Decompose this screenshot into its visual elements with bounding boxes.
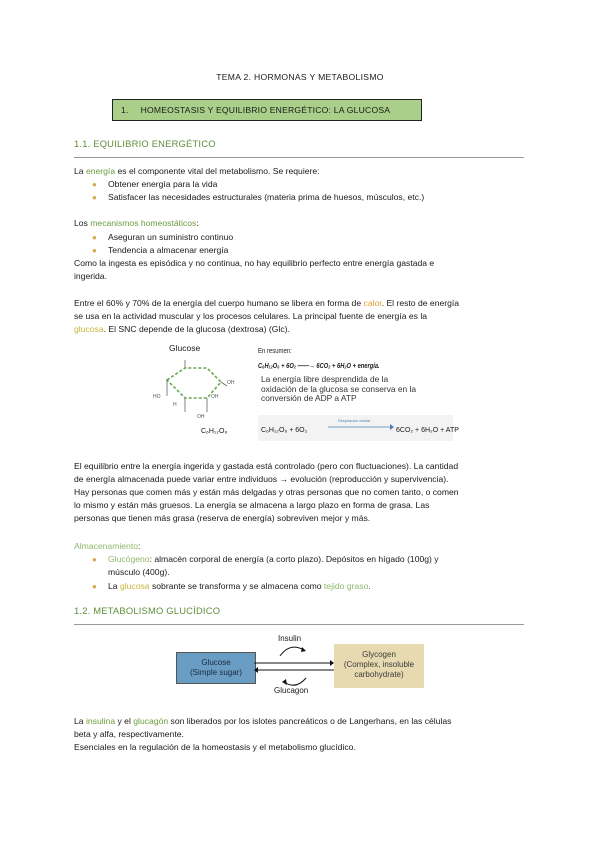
energia-paragraph: La energía es el componente vital del metabolismo. Se requiere: [74,166,320,176]
glucogeno-item: Glucógeno: almacén corporal de energía (a corto plazo). Depósitos en hígado (100g) y músculo (400g). [108,554,439,577]
h-label: H [173,402,177,408]
equilibrio-line-2: de energía almacenada puede variar entre individuos → evolución (reproducción y supervivencia). [74,474,449,484]
subsection-heading-1-2: 1.2. METABOLISMO GLUCÍDICO [74,605,221,616]
heading-rule [74,624,524,625]
glucosa-sobrante-item: La glucosa sobrante se transforma y se almacena como tejido graso. [108,581,371,591]
list-item: Aseguran un suministro continuo [108,232,234,242]
respiracion-left: C₆H₁₂O₆ + 6O₂ [261,427,308,434]
bullet-icon: ● [92,555,97,564]
heading-rule [74,157,524,158]
resumen-heading: En resumen: [258,348,292,355]
bullet-icon: ● [92,180,97,189]
insulin-label: Insulin [278,634,302,643]
calor-line-2: se usa en la actividad muscular y los procesos celulares. La principal fuente de energía es la [74,311,428,321]
glucose-formula: C₆H₁₂O₆ [201,428,228,435]
section-label: HOMEOSTASIS Y EQUILIBRIO ENERGÉTICO: LA GLUCOSA [140,105,391,115]
calor-line-3: glucosa. El SNC depende de la glucosa (dextrosa) (Glc). [74,324,290,334]
arrow-right-icon [328,423,394,431]
ingesta-line-2: ingerida. [74,271,107,281]
glucose-box: Glucose (Simple sugar) [176,652,256,684]
document-title: TEMA 2. HORMONAS Y METABOLISMO [216,72,384,82]
resumen-figure [258,345,458,445]
respiracion-equation-box [258,415,459,441]
bullet-icon: ● [92,233,97,242]
glucose-label: Glucose [169,343,201,353]
ho-label: HO [153,394,161,400]
list-item: Satisfacer las necesidades estructurales (materia prima de huesos, músculos, etc.) [108,192,425,202]
respiracion-label: Respiración celular [338,419,371,423]
section-heading-box [112,99,422,121]
subsection-heading-1-1: 1.1. EQUILIBRIO ENERGÉTICO [74,138,216,149]
hormonas-line-3: Esenciales en la regulación de la homeostasis y el metabolismo glucídico. [74,742,356,752]
hormonas-line-1: La insulina y el glucagón son liberados por los islotes pancreáticos o de Langerhans, en las células [74,716,452,726]
list-item: Obtener energía para la vida [108,179,218,189]
mecanismos-paragraph: Los mecanismos homeostáticos: [74,218,199,228]
oh-label: OH [197,414,205,420]
almacenamiento-heading: Almacenamiento: [74,541,141,551]
equilibrio-line-4: lo mismo y están más gruesos. La energía se almacena a largo plazo en forma de grasa. Las [74,500,430,510]
glycogen-box: Glycogen (Complex, insoluble carbohydrate) [334,644,424,688]
glucagon-label: Glucagon [274,686,309,695]
ingesta-line-1: Como la ingesta es episódica y no continua, no hay equilibrio perfecto entre energía gastada e [74,258,435,268]
bullet-icon: ● [92,193,97,202]
term-glucosa: glucosa [74,324,104,334]
respiracion-right: 6CO₂ + 6H₂O + ATP [396,427,459,434]
equilibrio-line-1: El equilibrio entre la energía ingerida y gastada está controlado (pero con fluctuaciones). La cantidad [74,461,459,471]
glucose-glycogen-figure [172,630,432,702]
term-energia: energía [85,166,116,176]
bullet-icon: ● [92,246,97,255]
term-calor: calor [363,298,382,308]
term-mecanismos: mecanismos homeostáticos [90,218,197,228]
oh-label: OH [227,380,235,386]
bullet-icon: ● [92,582,97,591]
glucose-structure-figure [145,340,245,440]
hormonas-line-2: beta y alfa, respectivamente. [74,729,184,739]
oh-label: OH [211,394,219,400]
glucose-ring-icon [145,340,245,440]
equilibrio-line-3: Hay personas que comen más y están más delgadas y otras personas que no comen tanto, o comen [74,487,459,497]
equilibrio-line-5: personas que tienen más grasa (reserva de energía) sobreviven mejor y más. [74,513,371,523]
section-number: 1. [121,105,129,115]
list-item: Tendencia a almacenar energía [108,245,229,255]
calor-line-1: Entre el 60% y 70% de la energía del cuerpo humano se libera en forma de calor. El resto de energía [74,298,460,308]
resumen-equation: C₆H₁₂O₆ + 6O₂ ——→ 6CO₂ + 6H₂O + energía. [258,361,380,370]
resumen-text: La energía libre desprendida de la oxidación de la glucosa se conserva en la conversión de ADP a ATP [261,374,417,403]
